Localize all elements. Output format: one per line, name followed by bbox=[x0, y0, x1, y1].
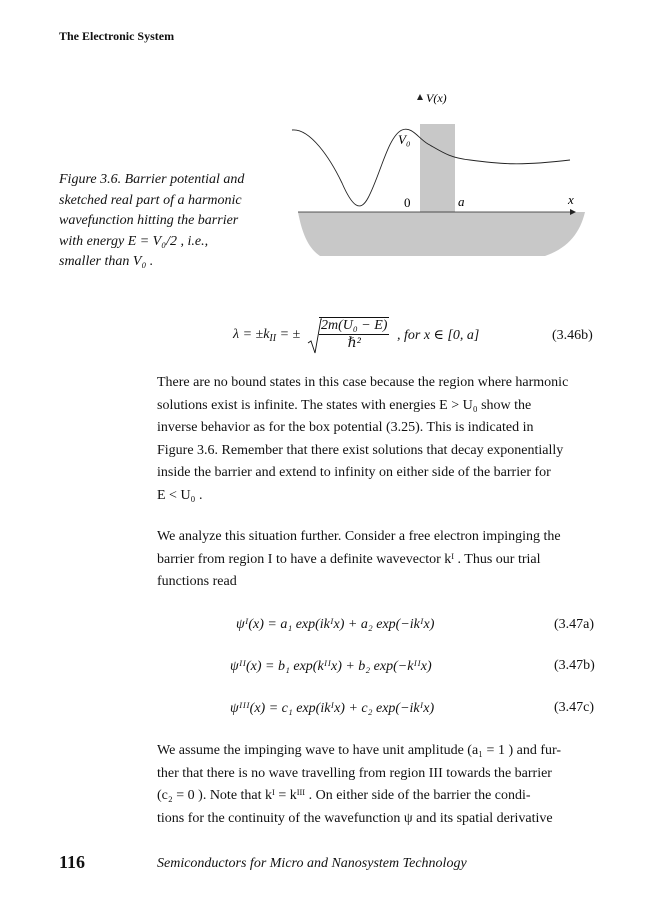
eq-lhs-sub: II bbox=[269, 333, 277, 344]
paragraph-3 bbox=[157, 740, 598, 830]
text-line: inside the barrier and extend to infinity on either side of the barrier for bbox=[157, 465, 551, 480]
text-line: solutions exist is infinite. The states with energies E > U₀ show the bbox=[157, 397, 532, 413]
fraction-numerator: 2m(U₀ − E) bbox=[321, 318, 388, 333]
equation-3-47c: ψᴵᴵᴵ(x) = c₁ exp(ikᴵx) + c₂ exp(−ikᴵx) bbox=[230, 701, 435, 716]
text-line: barrier from region I to have a definite wavevector kᴵ . Thus our trial bbox=[157, 551, 541, 567]
text-line: tions for the continuity of the wavefunction ψ and its spatial derivative bbox=[157, 810, 553, 826]
equation-3-46b bbox=[233, 317, 493, 357]
origin-label: 0 bbox=[404, 195, 411, 210]
text-line: We assume the impinging wave to have unit amplitude (a₁ = 1 ) and fur- bbox=[157, 743, 562, 758]
x-label: x bbox=[568, 192, 574, 207]
text-line: E < U₀ . bbox=[157, 487, 203, 503]
equation-number: (3.47a) bbox=[554, 617, 595, 632]
barrier-potential-figure bbox=[280, 88, 600, 268]
text-line: inverse behavior as for the box potential (3.25). This is indicated in bbox=[157, 420, 534, 435]
ground-region bbox=[298, 212, 585, 256]
text-line: We analyze this situation further. Consider a free electron impinging the bbox=[157, 529, 561, 544]
eq-lhs: λ = ±k bbox=[233, 327, 270, 342]
running-header: The Electronic System bbox=[59, 29, 175, 43]
text-line: functions read bbox=[157, 574, 237, 589]
equation-3-47a: ψᴵ(x) = a₁ exp(ikᴵx) + a₂ exp(−ikᴵx) bbox=[236, 617, 435, 632]
caption-line: wavefunction hitting the barrier bbox=[59, 213, 239, 228]
potential-barrier bbox=[420, 124, 455, 214]
a-label: a bbox=[458, 194, 465, 209]
caption-line: sketched real part of a harmonic bbox=[59, 192, 242, 208]
equation-number: (3.46b) bbox=[552, 328, 593, 343]
eq-pm: = ± bbox=[276, 327, 301, 342]
y-axis-arrow bbox=[417, 94, 423, 100]
equation-number: (3.47b) bbox=[554, 658, 595, 673]
equation-3-47b: ψᴵᴵ(x) = b₁ exp(kᴵᴵx) + b₂ exp(−kᴵᴵx) bbox=[230, 659, 432, 674]
book-title: Semiconductors for Micro and Nanosystem Technology bbox=[157, 856, 467, 871]
text-line: Figure 3.6. Remember that there exist solutions that decay exponentially bbox=[157, 442, 564, 458]
y-axis-label: V(x) bbox=[426, 91, 447, 105]
caption-line: with energy E = V₀/2 , i.e., bbox=[59, 233, 209, 249]
page-number: 116 bbox=[59, 852, 86, 872]
text-line: (c₂ = 0 ). Note that kᴵ = kᴵᴵᴵ . On either side of the barrier the condi- bbox=[157, 788, 531, 803]
eq-domain: , for x ∈ [0, a] bbox=[397, 328, 480, 343]
paragraph-2 bbox=[157, 526, 598, 594]
equation-number: (3.47c) bbox=[554, 700, 595, 715]
caption-line: Figure 3.6. Barrier potential and bbox=[59, 172, 245, 187]
text-line: There are no bound states in this case because the region where harmonic bbox=[157, 375, 569, 390]
fraction-denominator: ℏ² bbox=[347, 336, 361, 351]
v0-label: V₀ bbox=[398, 132, 411, 147]
caption-line: smaller than V₀ . bbox=[59, 254, 154, 269]
text-line: ther that there is no wave travelling from region III towards the barrier bbox=[157, 765, 552, 781]
figure-caption bbox=[59, 170, 269, 273]
sqrt-fraction bbox=[319, 317, 389, 352]
paragraph-1 bbox=[157, 372, 598, 507]
